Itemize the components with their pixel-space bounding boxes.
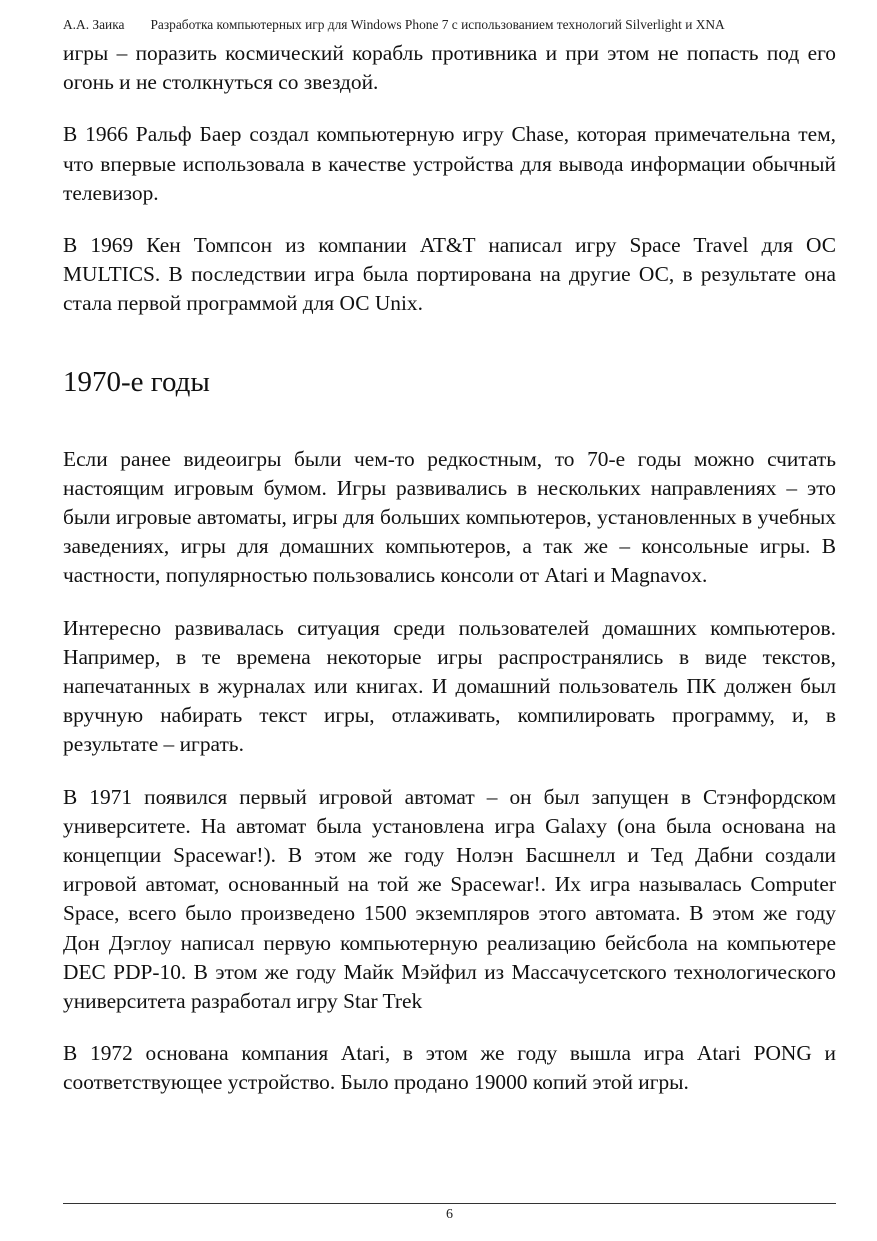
- paragraph-atari-1972: В 1972 основана компания Atari, в этом же году вышла игра Atari PONG и соответствующее устройство. Было продано 19000 копий этой игры.: [63, 1041, 836, 1095]
- footer-divider: [63, 1203, 836, 1204]
- paragraph-home-computers: Интересно развивалась ситуация среди пользователей домашних компьютеров. Например, в те времена некоторые игры распространялись в виде текстов, напечатанных в журналах или книгах. И домашний пользователь ПК должен был вручную набирать текст игры, отлаживать, компилировать программу, и, в результате – играть.: [63, 615, 836, 757]
- paragraph-game-boom: Если ранее видеоигры были чем-то редкостным, то 70-е годы можно считать настоящим игровым бумом. Игры развивались в нескольких направлениях – это были игровые автоматы, игры для больших компьютеров, установленных в учебных заведениях, игры для домашних компьютеров, а так же – консольные игры. В частности, популярностью пользовались консоли от Atari и Magnavox.: [63, 446, 836, 588]
- section-heading: 1970-е годы: [63, 365, 210, 398]
- running-header: [63, 16, 836, 34]
- paragraph-chase-1966: В 1966 Ральф Баер создал компьютерную игру Chase, которая примечательна тем, что впервые использовала в качестве устройства для вывода информации обычный телевизор.: [63, 122, 836, 205]
- header-author: А.А. Заика: [63, 17, 125, 32]
- page-number: 6: [446, 1207, 453, 1222]
- header-book-title: Разработка компьютерных игр для Windows Phone 7 с использованием технологий Silverlight и XNA: [150, 17, 725, 32]
- paragraph-continued: игры – поразить космический корабль противника и при этом не попасть под его огонь и не столкнуться со звездой.: [63, 41, 836, 95]
- page-body: [63, 39, 836, 1098]
- paragraph-arcade-1971: В 1971 появился первый игровой автомат – он был запущен в Стэнфордском университете. На автомат была установлена игра Galaxy (она была основана на концепции Spacewar!). В этом же году Нолэн Басшнелл и Тед Дабни создали игровой автомат, основанный на той же Spacewar!. Их игра называлась Computer Space, всего было произведено 1500 экземпляров этого автомата. В этом же году Дон Дэглоу написал первую компьютерную реализацию бейсбола на компьютере DEC PDP-10. В этом же году Майк Мэйфил из Массачусетского технологического университета разработал игру Star Trek: [63, 784, 836, 1014]
- paragraph-space-travel-1969: В 1969 Кен Томпсон из компании AT&T написал игру Space Travel для ОС MULTICS. В последствии игра была портирована на другие ОС, в результате она стала первой программой для ОС Unix.: [63, 233, 836, 316]
